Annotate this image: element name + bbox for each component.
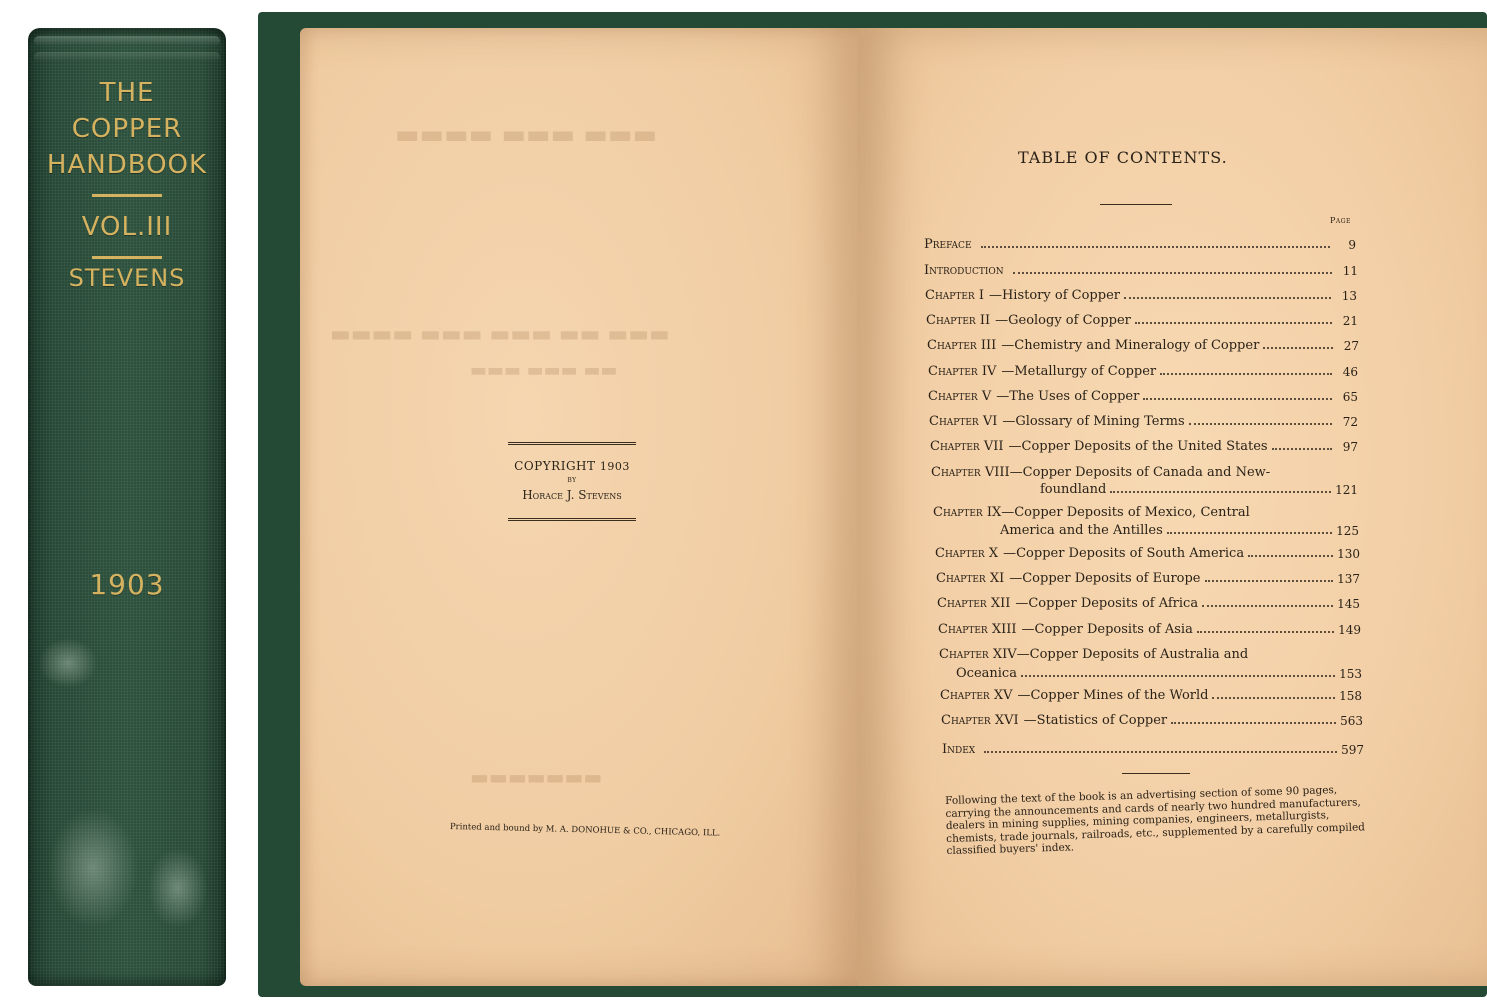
toc-entry-chapter-13 bbox=[938, 622, 1361, 637]
toc-entry-page: 137 bbox=[1337, 572, 1360, 586]
toc-entry-chapter-1 bbox=[925, 288, 1357, 303]
toc-entry-label: Chapter II bbox=[926, 313, 991, 328]
toc-entry-label: Chapter VIII bbox=[931, 465, 1010, 480]
spine-year: 1903 bbox=[89, 568, 165, 601]
copyright-author: Horace J. Stevens bbox=[522, 488, 622, 502]
toc-leader-dots bbox=[1013, 272, 1332, 274]
toc-entry-index bbox=[942, 742, 1364, 757]
toc-entry-title: —Copper Deposits of the United States bbox=[1008, 439, 1268, 454]
toc-leader-dots bbox=[1021, 675, 1335, 677]
toc-entry-chapter-12 bbox=[937, 596, 1360, 611]
toc-entry-title: —Copper Deposits of South America bbox=[1003, 546, 1245, 561]
show-through-text: ▬▬ ▬▬▬ ▬▬▬ bbox=[470, 360, 618, 381]
toc-entry-page: 9 bbox=[1348, 238, 1356, 252]
toc-entry-title: —Copper Deposits of Africa bbox=[1015, 596, 1199, 611]
toc-entry-chapter-3 bbox=[927, 338, 1359, 353]
book-spine bbox=[28, 28, 226, 986]
toc-leader-dots bbox=[981, 246, 1330, 248]
toc-entry-introduction bbox=[924, 263, 1358, 278]
toc-entry-label: Chapter XVI bbox=[941, 713, 1019, 728]
spine-title-line1: THE bbox=[99, 78, 155, 108]
toc-entry-page: 597 bbox=[1341, 743, 1364, 757]
toc-entry-label: Chapter III bbox=[927, 338, 997, 353]
toc-entry-chapter-14-line1 bbox=[939, 647, 1248, 662]
toc-entry-page: 97 bbox=[1342, 440, 1358, 454]
copyright-top-rule bbox=[508, 442, 636, 445]
spine-top-band-2 bbox=[34, 52, 220, 62]
toc-leader-dots bbox=[1272, 448, 1332, 450]
toc-entry-page: 11 bbox=[1342, 264, 1358, 278]
toc-entry-label: Index bbox=[942, 742, 976, 757]
toc-entry-title: —Copper Mines of the World bbox=[1017, 688, 1209, 703]
toc-title: TABLE OF CONTENTS. bbox=[1018, 148, 1228, 167]
toc-entry-page: 149 bbox=[1338, 623, 1361, 637]
toc-leader-dots bbox=[1263, 347, 1333, 349]
toc-entry-page: 153 bbox=[1339, 667, 1362, 681]
spine-top-band bbox=[34, 36, 220, 46]
toc-entry-page: 65 bbox=[1342, 390, 1358, 404]
toc-entry-title: —Glossary of Mining Terms bbox=[1002, 414, 1185, 429]
toc-leader-dots bbox=[1143, 398, 1332, 400]
toc-entry-title-continued: America and the Antilles bbox=[1000, 523, 1163, 538]
toc-entry-chapter-15 bbox=[940, 688, 1362, 703]
toc-entry-chapter-11 bbox=[936, 571, 1360, 586]
toc-entry-label: Introduction bbox=[924, 263, 1004, 278]
toc-entry-chapter-5 bbox=[928, 389, 1358, 404]
copyright-block bbox=[508, 442, 636, 521]
toc-entry-chapter-6 bbox=[929, 414, 1358, 429]
toc-entry-chapter-14-line2 bbox=[956, 666, 1362, 681]
toc-entry-label: Chapter X bbox=[935, 546, 999, 561]
copyright-label: COPYRIGHT bbox=[514, 459, 596, 473]
spine-author: STEVENS bbox=[68, 264, 186, 292]
spine-title-line2: COPPER bbox=[71, 114, 183, 144]
toc-page-label: Page bbox=[1330, 216, 1351, 225]
toc-entry-label: Chapter XII bbox=[937, 596, 1011, 611]
toc-entry-page: 72 bbox=[1342, 415, 1358, 429]
toc-entry-chapter-9-line2 bbox=[1000, 523, 1359, 538]
toc-entry-title-continued: Oceanica bbox=[956, 666, 1017, 681]
toc-entry-title: —Copper Deposits of Australia and bbox=[1016, 647, 1249, 662]
spine-title-line3: HANDBOOK bbox=[46, 150, 208, 180]
show-through-text: ▬▬▬▬▬▬▬ bbox=[470, 765, 603, 789]
toc-entry-page: 121 bbox=[1335, 483, 1358, 497]
toc-leader-dots bbox=[1248, 555, 1333, 557]
toc-entry-label: Chapter XIII bbox=[938, 622, 1017, 637]
toc-entry-page: 158 bbox=[1339, 689, 1362, 703]
toc-entry-label: Chapter I bbox=[925, 288, 984, 303]
toc-title-rule bbox=[1100, 204, 1172, 205]
toc-entry-label: Preface bbox=[924, 237, 972, 252]
toc-entry-title: —Statistics of Copper bbox=[1023, 713, 1168, 728]
toc-entry-title: —Copper Deposits of Europe bbox=[1009, 571, 1201, 586]
toc-leader-dots bbox=[1124, 297, 1331, 299]
toc-entry-label: Chapter IV bbox=[928, 364, 997, 379]
toc-entry-title: —History of Copper bbox=[988, 288, 1120, 303]
toc-leader-dots bbox=[1189, 423, 1332, 425]
toc-entry-page: 125 bbox=[1336, 524, 1359, 538]
toc-entry-title: —Copper Deposits of Asia bbox=[1021, 622, 1193, 637]
toc-entry-title: —Metallurgy of Copper bbox=[1001, 364, 1157, 379]
toc-entry-label: Chapter IX bbox=[933, 505, 1002, 520]
spine-volume: VOL.III bbox=[81, 212, 173, 242]
toc-leader-dots bbox=[1135, 322, 1332, 324]
spine-wear-mark bbox=[48, 808, 138, 928]
toc-entry-title: —Copper Deposits of Mexico, Central bbox=[1001, 505, 1250, 520]
toc-leader-dots bbox=[1202, 605, 1333, 607]
toc-entry-chapter-4 bbox=[928, 364, 1358, 379]
toc-entry-page: 130 bbox=[1337, 547, 1360, 561]
copyright-bottom-rule bbox=[508, 518, 636, 521]
toc-entry-title: —The Uses of Copper bbox=[996, 389, 1140, 404]
toc-entry-label: Chapter VII bbox=[930, 439, 1004, 454]
toc-entry-label: Chapter XV bbox=[940, 688, 1013, 703]
toc-leader-dots bbox=[1212, 697, 1335, 699]
toc-leader-dots bbox=[1205, 580, 1334, 582]
toc-entry-chapter-16 bbox=[941, 713, 1363, 728]
copyright-year: 1903 bbox=[599, 460, 630, 473]
toc-entry-label: Chapter VI bbox=[929, 414, 998, 429]
toc-entry-title: —Chemistry and Mineralogy of Copper bbox=[1001, 338, 1260, 353]
toc-entry-page: 21 bbox=[1342, 314, 1358, 328]
printer-imprint: Printed and bound by M. A. DONOHUE & CO., CHICAGO, ILL. bbox=[449, 822, 721, 839]
toc-leader-dots bbox=[1197, 631, 1334, 633]
toc-leader-dots bbox=[1160, 373, 1332, 375]
toc-entry-page: 13 bbox=[1341, 289, 1357, 303]
toc-entry-page: 145 bbox=[1337, 597, 1360, 611]
toc-leader-dots bbox=[1171, 722, 1336, 724]
toc-footnote: Following the text of the book is an advertising section of some 90 pages, carrying the announcements and cards of nearly two hundred manufacturers, dealers in mining supplies, mining companies, engineers, metallurgists, chemists, trade journals, railroads, etc., supplemented by a carefully compiled classified buyers' index. bbox=[945, 784, 1366, 857]
toc-bottom-rule bbox=[1122, 773, 1190, 774]
toc-entry-chapter-8-line1 bbox=[931, 465, 1270, 480]
toc-entry-chapter-2 bbox=[926, 313, 1358, 328]
toc-entry-title: —Geology of Copper bbox=[995, 313, 1131, 328]
toc-entry-page: 563 bbox=[1340, 714, 1363, 728]
toc-entry-preface bbox=[924, 237, 1356, 252]
copyright-by: BY bbox=[567, 477, 577, 484]
show-through-text: ▬▬▬ ▬▬ ▬▬▬ ▬▬▬ ▬▬▬▬ bbox=[330, 322, 670, 347]
toc-entry-chapter-10 bbox=[935, 546, 1360, 561]
toc-entry-chapter-8-line2 bbox=[1040, 482, 1358, 497]
toc-entry-page: 46 bbox=[1342, 365, 1358, 379]
toc-leader-dots bbox=[1110, 491, 1331, 493]
toc-entry-chapter-9-line1 bbox=[933, 505, 1250, 520]
spine-divider bbox=[92, 256, 162, 259]
toc-entry-title-continued: foundland bbox=[1040, 482, 1107, 497]
spine-wear-mark bbox=[148, 848, 208, 928]
toc-entry-title: —Copper Deposits of Canada and New- bbox=[1009, 465, 1271, 480]
show-through-text: ▬▬▬ ▬▬▬ ▬▬▬▬ bbox=[395, 120, 658, 150]
spine-divider bbox=[92, 194, 162, 197]
toc-leader-dots bbox=[1167, 532, 1332, 534]
toc-entry-label: Chapter XI bbox=[936, 571, 1005, 586]
toc-entry-page: 27 bbox=[1343, 339, 1359, 353]
toc-leader-dots bbox=[984, 751, 1337, 753]
toc-entry-label: Chapter XIV bbox=[939, 647, 1017, 662]
spine-wear-mark bbox=[38, 638, 98, 688]
toc-entry-chapter-7 bbox=[930, 439, 1358, 454]
toc-entry-label: Chapter V bbox=[928, 389, 992, 404]
